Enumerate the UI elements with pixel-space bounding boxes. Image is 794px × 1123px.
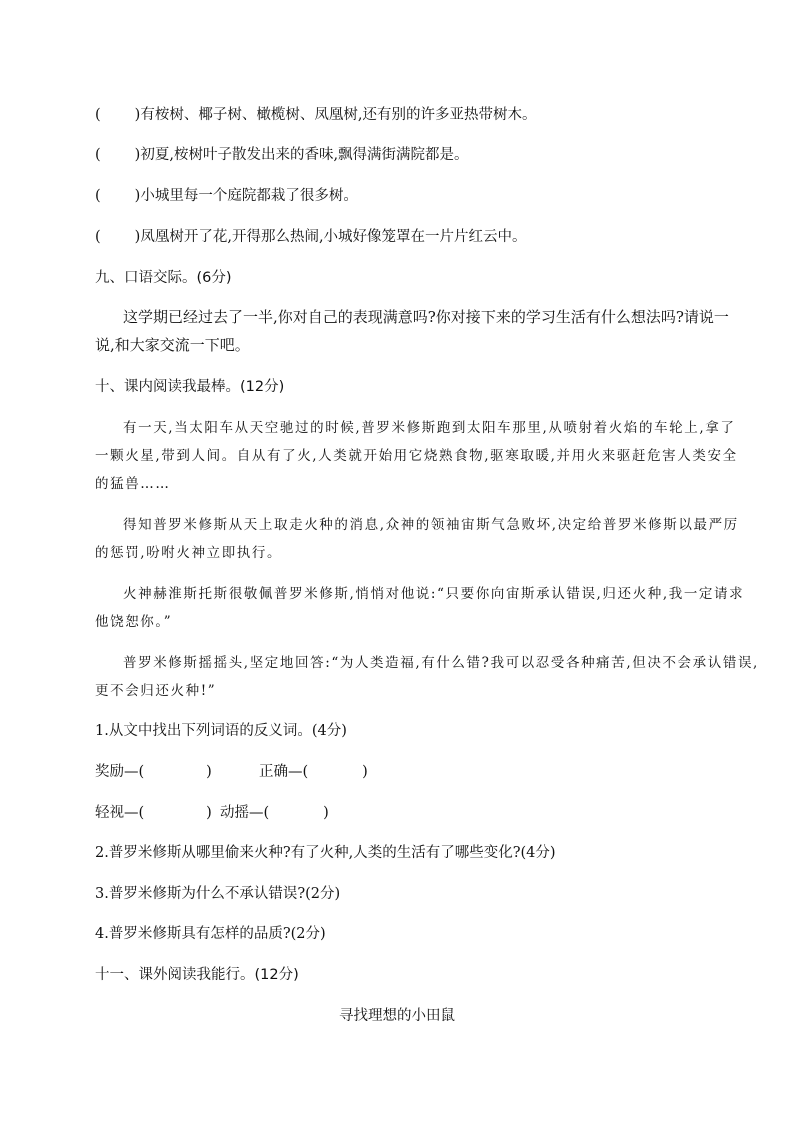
antonym-item-3 xyxy=(95,801,212,822)
question-4: 4.普罗米修斯具有怎样的品质?(2分) xyxy=(95,926,326,942)
order-text: 凤凰树开了花,开得那么热闹,小城好像笼罩在一片片红云中。 xyxy=(140,229,527,245)
order-paren-close: ) xyxy=(134,229,141,245)
order-text: 初夏,桉树叶子散发出来的香味,飘得满街满院都是。 xyxy=(140,147,469,163)
antonym-close: ) xyxy=(206,764,212,780)
antonym-word: 正确—( xyxy=(259,764,309,780)
passage-line: 一颗火星,带到人间。自从有了火,人类就开始用它烧熟食物,驱寒取暖,并用火来驱赶危害人类安全 xyxy=(95,448,738,464)
antonym-item-1 xyxy=(95,760,212,781)
order-paren-open: ( xyxy=(95,107,101,123)
order-item-2 xyxy=(95,143,469,164)
section-9-paragraph-line-1: 这学期已经过去了一半,你对自己的表现满意吗?你对接下来的学习生活有什么想法吗?请说一 xyxy=(123,308,729,326)
question-2: 2.普罗米修斯从哪里偷来火种?有了火种,人类的生活有了哪些变化?(4分) xyxy=(95,845,556,861)
antonym-close: ) xyxy=(362,764,368,780)
passage-line: 普罗米修斯摇摇头,坚定地回答:“为人类造福,有什么错?我可以忍受各种痛苦,但决不会承认错误, xyxy=(123,655,759,671)
order-paren-open: ( xyxy=(95,188,101,204)
antonym-close: ) xyxy=(323,805,329,821)
antonym-close: ) xyxy=(206,805,212,821)
antonym-word: 奖励—( xyxy=(95,764,145,780)
story-title: 寻找理想的小田鼠 xyxy=(339,1008,455,1024)
order-paren-close: ) xyxy=(134,107,141,123)
order-text: 有桉树、椰子树、橄榄树、凤凰树,还有别的许多亚热带树木。 xyxy=(140,107,537,123)
question-1: 1.从文中找出下列词语的反义词。(4分) xyxy=(95,723,347,739)
question-3: 3.普罗米修斯为什么不承认错误?(2分) xyxy=(95,886,341,902)
order-item-3 xyxy=(95,184,358,205)
antonym-word: 动摇—( xyxy=(220,805,270,821)
passage-line: 得知普罗米修斯从天上取走火种的消息,众神的领袖宙斯气急败坏,决定给普罗米修斯以最严厉 xyxy=(123,517,739,533)
passage-line: 火神赫淮斯托斯很敬佩普罗米修斯,悄悄对他说:“只要你向宙斯承认错误,归还火种,我一定请求 xyxy=(123,586,745,602)
section-9-paragraph-line-2: 说,和大家交流一下吧。 xyxy=(95,336,250,354)
passage-line: 有一天,当太阳车从天空驰过的时候,普罗米修斯跑到太阳车那里,从喷射着火焰的车轮上,拿了 xyxy=(123,420,736,436)
order-item-1 xyxy=(95,103,536,124)
order-paren-close: ) xyxy=(134,188,141,204)
order-paren-open: ( xyxy=(95,229,101,245)
order-paren-close: ) xyxy=(134,147,141,163)
antonym-item-4 xyxy=(220,801,329,822)
passage-line: 的惩罚,吩咐火神立即执行。 xyxy=(95,545,283,561)
passage-line: 的猛兽…… xyxy=(95,476,171,492)
order-paren-open: ( xyxy=(95,147,101,163)
order-item-4 xyxy=(95,225,527,246)
order-text: 小城里每一个庭院都栽了很多树。 xyxy=(140,188,358,204)
section-10-heading: 十、课内阅读我最棒。(12分) xyxy=(95,379,285,395)
passage-line: 更不会归还火种!” xyxy=(95,683,217,699)
section-9-heading: 九、口语交际。(6分) xyxy=(95,270,232,286)
section-11-heading: 十一、课外阅读我能行。(12分) xyxy=(95,967,299,983)
passage-line: 他饶恕你。” xyxy=(95,614,173,630)
antonym-word: 轻视—( xyxy=(95,805,145,821)
antonym-item-2 xyxy=(259,760,368,781)
